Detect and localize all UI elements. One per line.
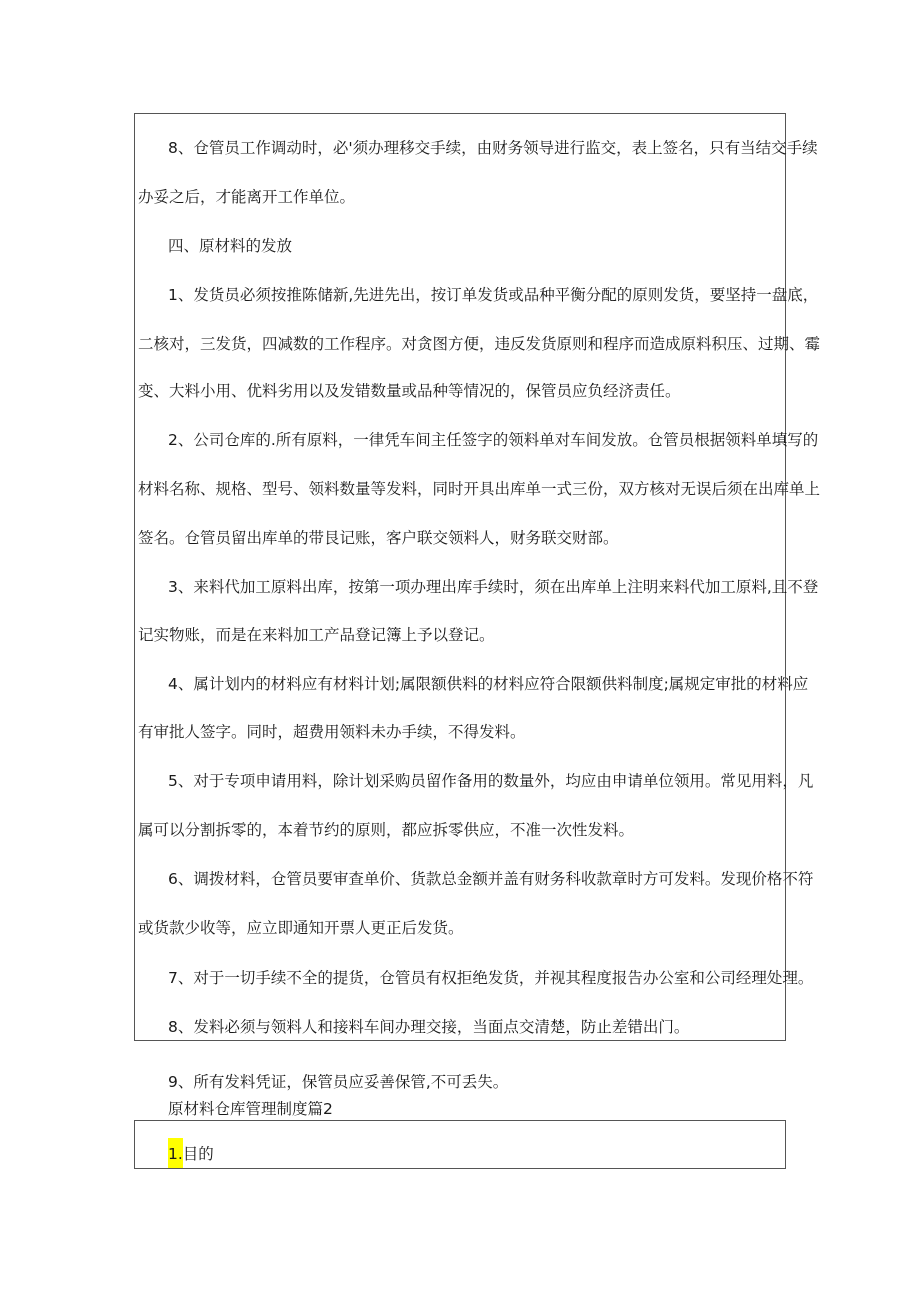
- highlighted-number: 1.: [168, 1138, 183, 1168]
- paragraph-line: 签名。仓管员留出库单的带艮记账，客户联交领料人，财务联交财部。: [138, 529, 619, 547]
- paragraph-line: 7、对于一切手续不全的提货，仓管员有权拒绝发货，并视其程度报告办公室和公司经理处理。: [168, 969, 814, 987]
- paragraph-line: 办妥之后，才能离开工作单位。: [138, 188, 356, 206]
- paragraph-line: 3、来料代加工原料出库，按第一项办理出库手续时，须在出库单上注明来料代加工原料,且不登: [168, 578, 819, 596]
- paragraph-line: 9、所有发料凭证，保管员应妥善保管,不可丢失。: [168, 1073, 509, 1091]
- paragraph-line: 属可以分割拆零的，本着节约的原则，都应拆零供应，不准一次性发料。: [138, 821, 635, 839]
- paragraph-line: 5、对于专项申请用料，除计划采购员留作备用的数量外，均应由申请单位领用。常见用料，凡: [168, 772, 814, 790]
- section-title: 原材料仓库管理制度篇2: [168, 1100, 333, 1118]
- heading-text: 目的: [182, 1145, 214, 1163]
- paragraph-line: 或货款少收等，应立即通知开票人更正后发货。: [138, 919, 464, 937]
- paragraph-line: 有审批人签字。同时，超费用领料未办手续，不得发料。: [138, 723, 526, 741]
- paragraph-line: 记实物账，而是在来料加工产品登记簿上予以登记。: [138, 626, 495, 644]
- section-heading: 四、原材料的发放: [168, 237, 293, 255]
- paragraph-line: 4、属计划内的材料应有材料计划;属限额供料的材料应符合限额供料制度;属规定审批的材料应: [168, 675, 809, 693]
- paragraph-line: 6、调拨材料，仓管员要审查单价、货款总金额并盖有财务科收款章时方可发料。发现价格不符: [168, 870, 814, 888]
- paragraph-line: 8、发料必须与领料人和接料车间办理交接，当面点交清楚，防止差错出门。: [168, 1018, 690, 1036]
- paragraph-line: 2、公司仓库的.所有原料，一律凭车间主任签字的领料单对车间发放。仓管员根据领料单填写的: [168, 431, 819, 449]
- numbered-heading: [168, 1138, 786, 1168]
- paragraph-line: 二核对，三发货，四减数的工作程序。对贪图方便，违反发货原则和程序而造成原料积压、过期、霉: [138, 335, 821, 353]
- paragraph-line: 变、大料小用、优料劣用以及发错数量或品种等情况的，保管员应负经济责任。: [138, 382, 681, 400]
- paragraph-line: 8、仓管员工作调动时，必'须办理移交手续，由财务领导进行监交，表上签名，只有当结交手续: [168, 139, 818, 157]
- paragraph-line: 材料名称、规格、型号、领料数量等发料，同时开具出库单一式三份，双方核对无误后须在出库单上: [138, 480, 821, 498]
- paragraph-line: 1、发货员必须按推陈储新,先进先出，按订单发货或品种平衡分配的原则发货，要坚持一盘底，: [168, 286, 819, 304]
